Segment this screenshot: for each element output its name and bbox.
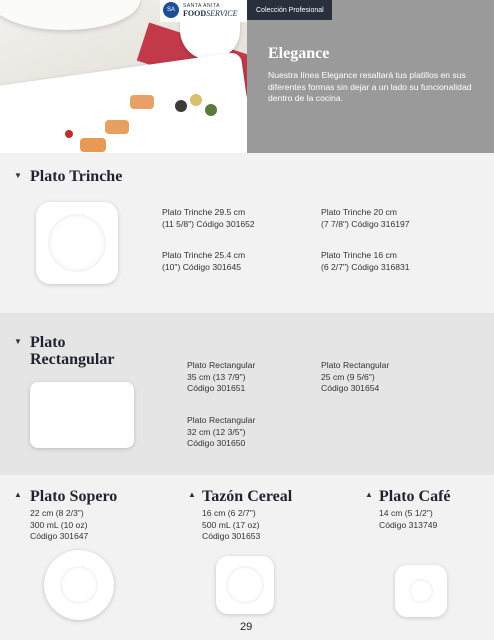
food-bite xyxy=(205,104,217,116)
plate-image xyxy=(0,0,140,30)
product-spec: Plato Trinche 20 cm (7 7/8") Código 316197 xyxy=(321,207,410,229)
food-bite xyxy=(80,138,106,152)
collection-tag: Colección Profesional xyxy=(256,7,324,14)
section-title: Plato Café xyxy=(379,488,451,505)
serving-plate-image xyxy=(0,52,247,153)
hero-photo xyxy=(0,0,247,153)
cereal-bowl-image xyxy=(216,556,274,614)
triangle-down-icon: ▼ xyxy=(14,337,22,346)
brand-small-text: SANTA ANITA xyxy=(183,3,220,9)
food-bite xyxy=(105,120,129,134)
brand-logo-icon: SA xyxy=(163,2,179,18)
product-spec: Plato Trinche 16 cm (6 2/7") Código 316831 xyxy=(321,250,410,272)
product-spec: Plato Rectangular 32 cm (12 3/5") Código 301650 xyxy=(187,415,256,448)
section-title: Tazón Cereal xyxy=(202,488,293,505)
triangle-up-icon: ▲ xyxy=(365,490,373,499)
triangle-up-icon: ▲ xyxy=(14,490,22,499)
soup-plate-image xyxy=(44,550,114,620)
coffee-saucer-image xyxy=(395,565,447,617)
food-bite xyxy=(175,100,187,112)
product-spec: 22 cm (8 2/3") 300 mL (10 oz) Código 301647 xyxy=(30,508,89,541)
section-title: Plato Trinche xyxy=(30,168,123,185)
rectangular-plate-image xyxy=(30,382,134,448)
food-bite xyxy=(190,94,202,106)
intro-description: Nuestra línea Elegance resaltará tus platillos en sus diferentes formas sin dejar a un lado su funcionalidad dentro de la cocina. xyxy=(268,70,472,103)
section-title: Plato Rectangular xyxy=(30,334,115,368)
triangle-down-icon: ▼ xyxy=(14,171,22,180)
food-bite xyxy=(130,95,154,109)
product-spec: Plato Trinche 25.4 cm (10") Código 301645 xyxy=(162,250,246,272)
square-plate-image xyxy=(36,202,118,284)
product-spec: Plato Rectangular 35 cm (13 7/9") Código 301651 xyxy=(187,360,256,393)
product-spec: 16 cm (6 2/7") 500 mL (17 oz) Código 301653 xyxy=(202,508,261,541)
page-number: 29 xyxy=(240,621,253,633)
triangle-up-icon: ▲ xyxy=(188,490,196,499)
food-bite xyxy=(65,130,73,138)
product-spec: 14 cm (5 1/2") Código 313749 xyxy=(379,508,438,530)
section-title: Plato Sopero xyxy=(30,488,118,505)
page-title: Elegance xyxy=(268,45,330,62)
product-spec: Plato Rectangular 25 cm (9 5/6") Código 301654 xyxy=(321,360,390,393)
brand-name: FOODSERVICE xyxy=(183,9,238,18)
product-spec: Plato Trinche 29.5 cm (11 5/8") Código 301652 xyxy=(162,207,255,229)
